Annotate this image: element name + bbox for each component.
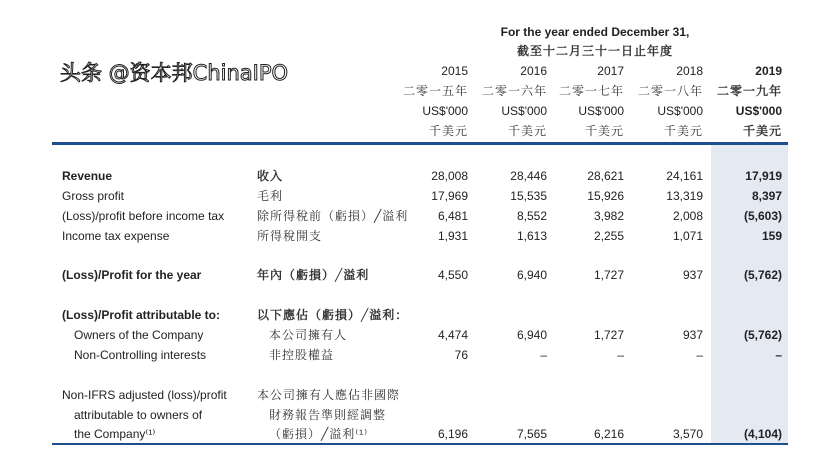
cell-value: 159	[761, 229, 782, 243]
row-label-en: Revenue	[62, 169, 113, 183]
cell-value: 1,727	[593, 328, 624, 342]
cell-value: 2,255	[593, 229, 624, 243]
row-label-en: the Company⁽¹⁾	[74, 427, 156, 441]
cell-value: (4,104)	[743, 427, 782, 441]
column-header-unit-zh: 千美元	[742, 124, 782, 138]
row-label-en: (Loss)/profit before income tax	[62, 209, 225, 223]
cell-value: –	[540, 348, 547, 362]
cell-value: 17,969	[431, 189, 468, 203]
row-label-en: Non-IFRS adjusted (loss)/profit	[62, 388, 227, 402]
cell-value: 15,926	[587, 189, 624, 203]
column-header-year-zh: 二零一九年	[716, 84, 782, 98]
cell-value: 3,570	[672, 427, 703, 441]
cell-value: (5,762)	[743, 328, 782, 342]
row-label-zh: 以下應佔（虧損）╱溢利：	[257, 308, 409, 322]
column-header-unit: US$'000	[422, 104, 468, 118]
row-label-zh: 非控股權益	[269, 348, 335, 362]
row-label-en: Gross profit	[62, 189, 125, 203]
bottom-rule	[52, 443, 788, 445]
cell-value: 1,613	[516, 229, 547, 243]
cell-value: 1,071	[672, 229, 703, 243]
column-header-year-zh: 二零一六年	[481, 84, 547, 98]
cell-value: (5,603)	[743, 209, 782, 223]
cell-value: 8,397	[751, 189, 782, 203]
row-label-en: Owners of the Company	[74, 328, 204, 342]
column-header-unit-zh: 千美元	[428, 124, 468, 138]
row-label-zh: 毛利	[257, 189, 284, 203]
row-label-zh: 收入	[257, 169, 284, 183]
cell-value: 4,474	[437, 328, 468, 342]
cell-value: 15,535	[510, 189, 547, 203]
cell-value: –	[696, 348, 703, 362]
row-label-en: Non-Controlling interests	[74, 348, 207, 362]
column-header-year: 2017	[597, 64, 624, 78]
cell-value: 8,552	[516, 209, 547, 223]
column-header-year: 2016	[520, 64, 547, 78]
cell-value: 6,940	[516, 268, 547, 282]
cell-value: 3,982	[593, 209, 624, 223]
row-label-en: (Loss)/Profit for the year	[62, 268, 202, 282]
cell-value: 937	[682, 328, 703, 342]
column-header-year: 2018	[676, 64, 703, 78]
row-label-en: attributable to owners of	[74, 408, 203, 422]
cell-value: 937	[682, 268, 703, 282]
cell-value: 28,008	[431, 169, 468, 183]
cell-value: 28,446	[510, 169, 547, 183]
row-label-zh: 除所得稅前（虧損）╱溢利	[257, 209, 409, 223]
column-header-unit: US$'000	[578, 104, 624, 118]
row-label-zh: （虧損）╱溢利⁽¹⁾	[269, 427, 369, 441]
cell-value: 6,196	[437, 427, 468, 441]
column-header-year-zh: 二零一八年	[637, 84, 703, 98]
column-header-unit-zh: 千美元	[663, 124, 703, 138]
column-header-unit: US$'000	[657, 104, 703, 118]
column-header-unit-zh: 千美元	[507, 124, 547, 138]
cell-value: (5,762)	[743, 268, 782, 282]
cell-value: 24,161	[666, 169, 703, 183]
row-label-zh: 本公司擁有人應佔非國際	[257, 388, 401, 402]
cell-value: 4,550	[437, 268, 468, 282]
period-heading-zh: 截至十二月三十一日止年度	[516, 44, 673, 58]
cell-value: 76	[454, 348, 468, 362]
cell-value: 2,008	[672, 209, 703, 223]
column-header-unit: US$'000	[735, 104, 782, 118]
cell-value: 13,319	[666, 189, 703, 203]
column-header-year-zh: 二零一七年	[558, 84, 624, 98]
column-header-unit: US$'000	[501, 104, 547, 118]
cell-value: 6,940	[516, 328, 547, 342]
cell-value: –	[617, 348, 624, 362]
row-label-en: Income tax expense	[62, 229, 170, 243]
column-header-year-zh: 二零一五年	[402, 84, 468, 98]
cell-value: 17,919	[745, 169, 782, 183]
row-label-zh: 所得稅開支	[257, 229, 323, 243]
cell-value: 6,216	[593, 427, 624, 441]
column-header-year: 2015	[441, 64, 468, 78]
row-label-zh: 財務報告準則經調整	[269, 408, 387, 422]
period-heading-en: For the year ended December 31,	[500, 25, 690, 39]
column-header-unit-zh: 千美元	[584, 124, 624, 138]
cell-value: 7,565	[516, 427, 547, 441]
watermark: 头条 @资本邦ChinaIPO	[60, 61, 289, 85]
cell-value: 6,481	[437, 209, 468, 223]
cell-value: 1,727	[593, 268, 624, 282]
cell-value: 1,931	[437, 229, 468, 243]
top-rule	[52, 142, 788, 145]
row-label-zh: 本公司擁有人	[269, 328, 348, 342]
column-header-year: 2019	[755, 64, 782, 78]
cell-value: –	[775, 348, 782, 362]
cell-value: 28,621	[587, 169, 624, 183]
row-label-en: (Loss)/Profit attributable to:	[62, 308, 220, 322]
row-label-zh: 年內（虧損）╱溢利	[257, 268, 370, 282]
